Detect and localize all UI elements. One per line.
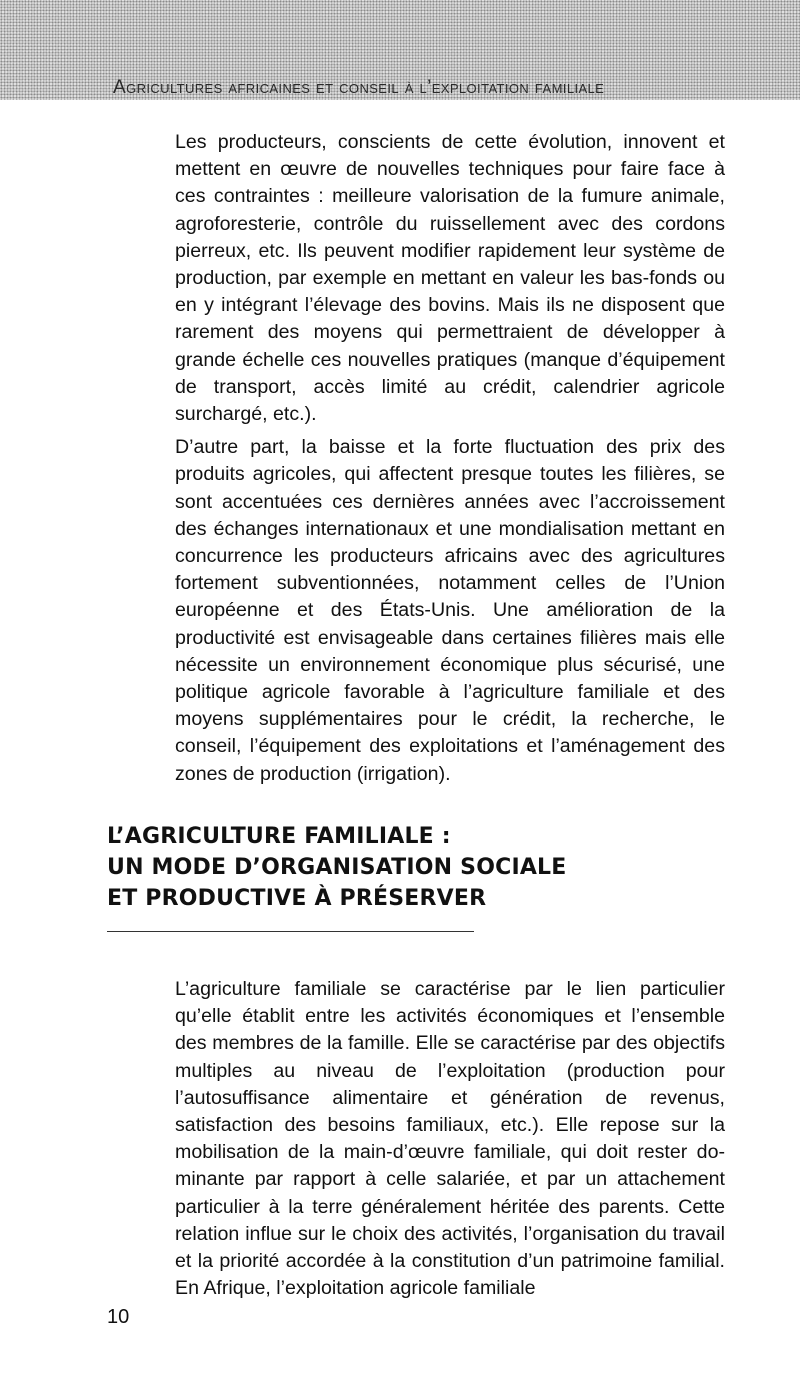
running-head: Agricultures africaines et conseil à l’exploitation familiale	[113, 77, 605, 98]
page-number: 10	[107, 1306, 130, 1328]
paragraph: L’agriculture familiale se caractérise par le lien particulier qu’elle établit entre les activités économiques et l’ensemble des membres de la famille. Elle se caractérise par des objectifs multiples au niveau de l’exploitation (production pour l’autosuffisance alimentaire et génération de revenus, satisfaction des besoins familiaux, etc.). Elle repose sur la mobilisation de la main-d’œuvre familiale, qui doit rester dominante par rapport à celle salariée, et par un attachement particulier à la terre généralement héritée des parents. Cette relation influe sur le choix des activités, l’organisation du travail et la priorité accordée à la constitution d’un patrimoine familial. En Afrique, l’exploitation agricole familiale	[175, 978, 725, 1300]
paragraph: Les producteurs, conscients de cette évolution, innovent et mettent en œuvre de nouvelles techniques pour faire face à ces contraintes : meilleure valorisation de la fumure animale, agroforesterie, contrôle du ruissellement avec des cordons pierreux, etc. Ils peuvent modifier rapidement leur système de production, par exemple en mettant en valeur les bas-fonds ou en y intégrant l’élevage des bovins. Mais ils ne disposent que rarement des moyens qui permettraient de développer à grande échelle ces nouvelles pratiques (manque d’équipement de transport, accès limité au crédit, calendrier agricole surchargé, etc.).	[175, 131, 725, 426]
heading-line-3: ET PRODUCTIVE À PRÉSERVER	[107, 886, 487, 911]
heading-line-2: UN MODE D’ORGANISATION SOCIALE	[107, 855, 567, 880]
section-heading	[107, 821, 707, 914]
text-block-intro	[175, 129, 725, 794]
paragraph: D’autre part, la baisse et la forte fluctuation des prix des produits agricoles, qui affectent presque toutes les filières, se sont accentuées ces dernières années avec l’accroissement des échanges internationaux et une mondialisation mettant en concurrence les producteurs africains avec des agricultures fortement subventionnées, notamment celles de l’Union européenne et des États-Unis. Une amélioration de la productivité est envisageable dans certaines filières mais elle nécessite un environnement économique plus sécurisé, une politique agricole favorable à l’agriculture familiale et des moyens supplémentaires pour le crédit, la recherche, le conseil, l’équipement des exploitations et l’aménagement des zones de production (irrigation).	[175, 436, 725, 785]
text-block-section	[175, 976, 725, 1308]
heading-underline	[107, 931, 474, 932]
heading-line-1: L’AGRICULTURE FAMILIALE :	[107, 824, 451, 849]
